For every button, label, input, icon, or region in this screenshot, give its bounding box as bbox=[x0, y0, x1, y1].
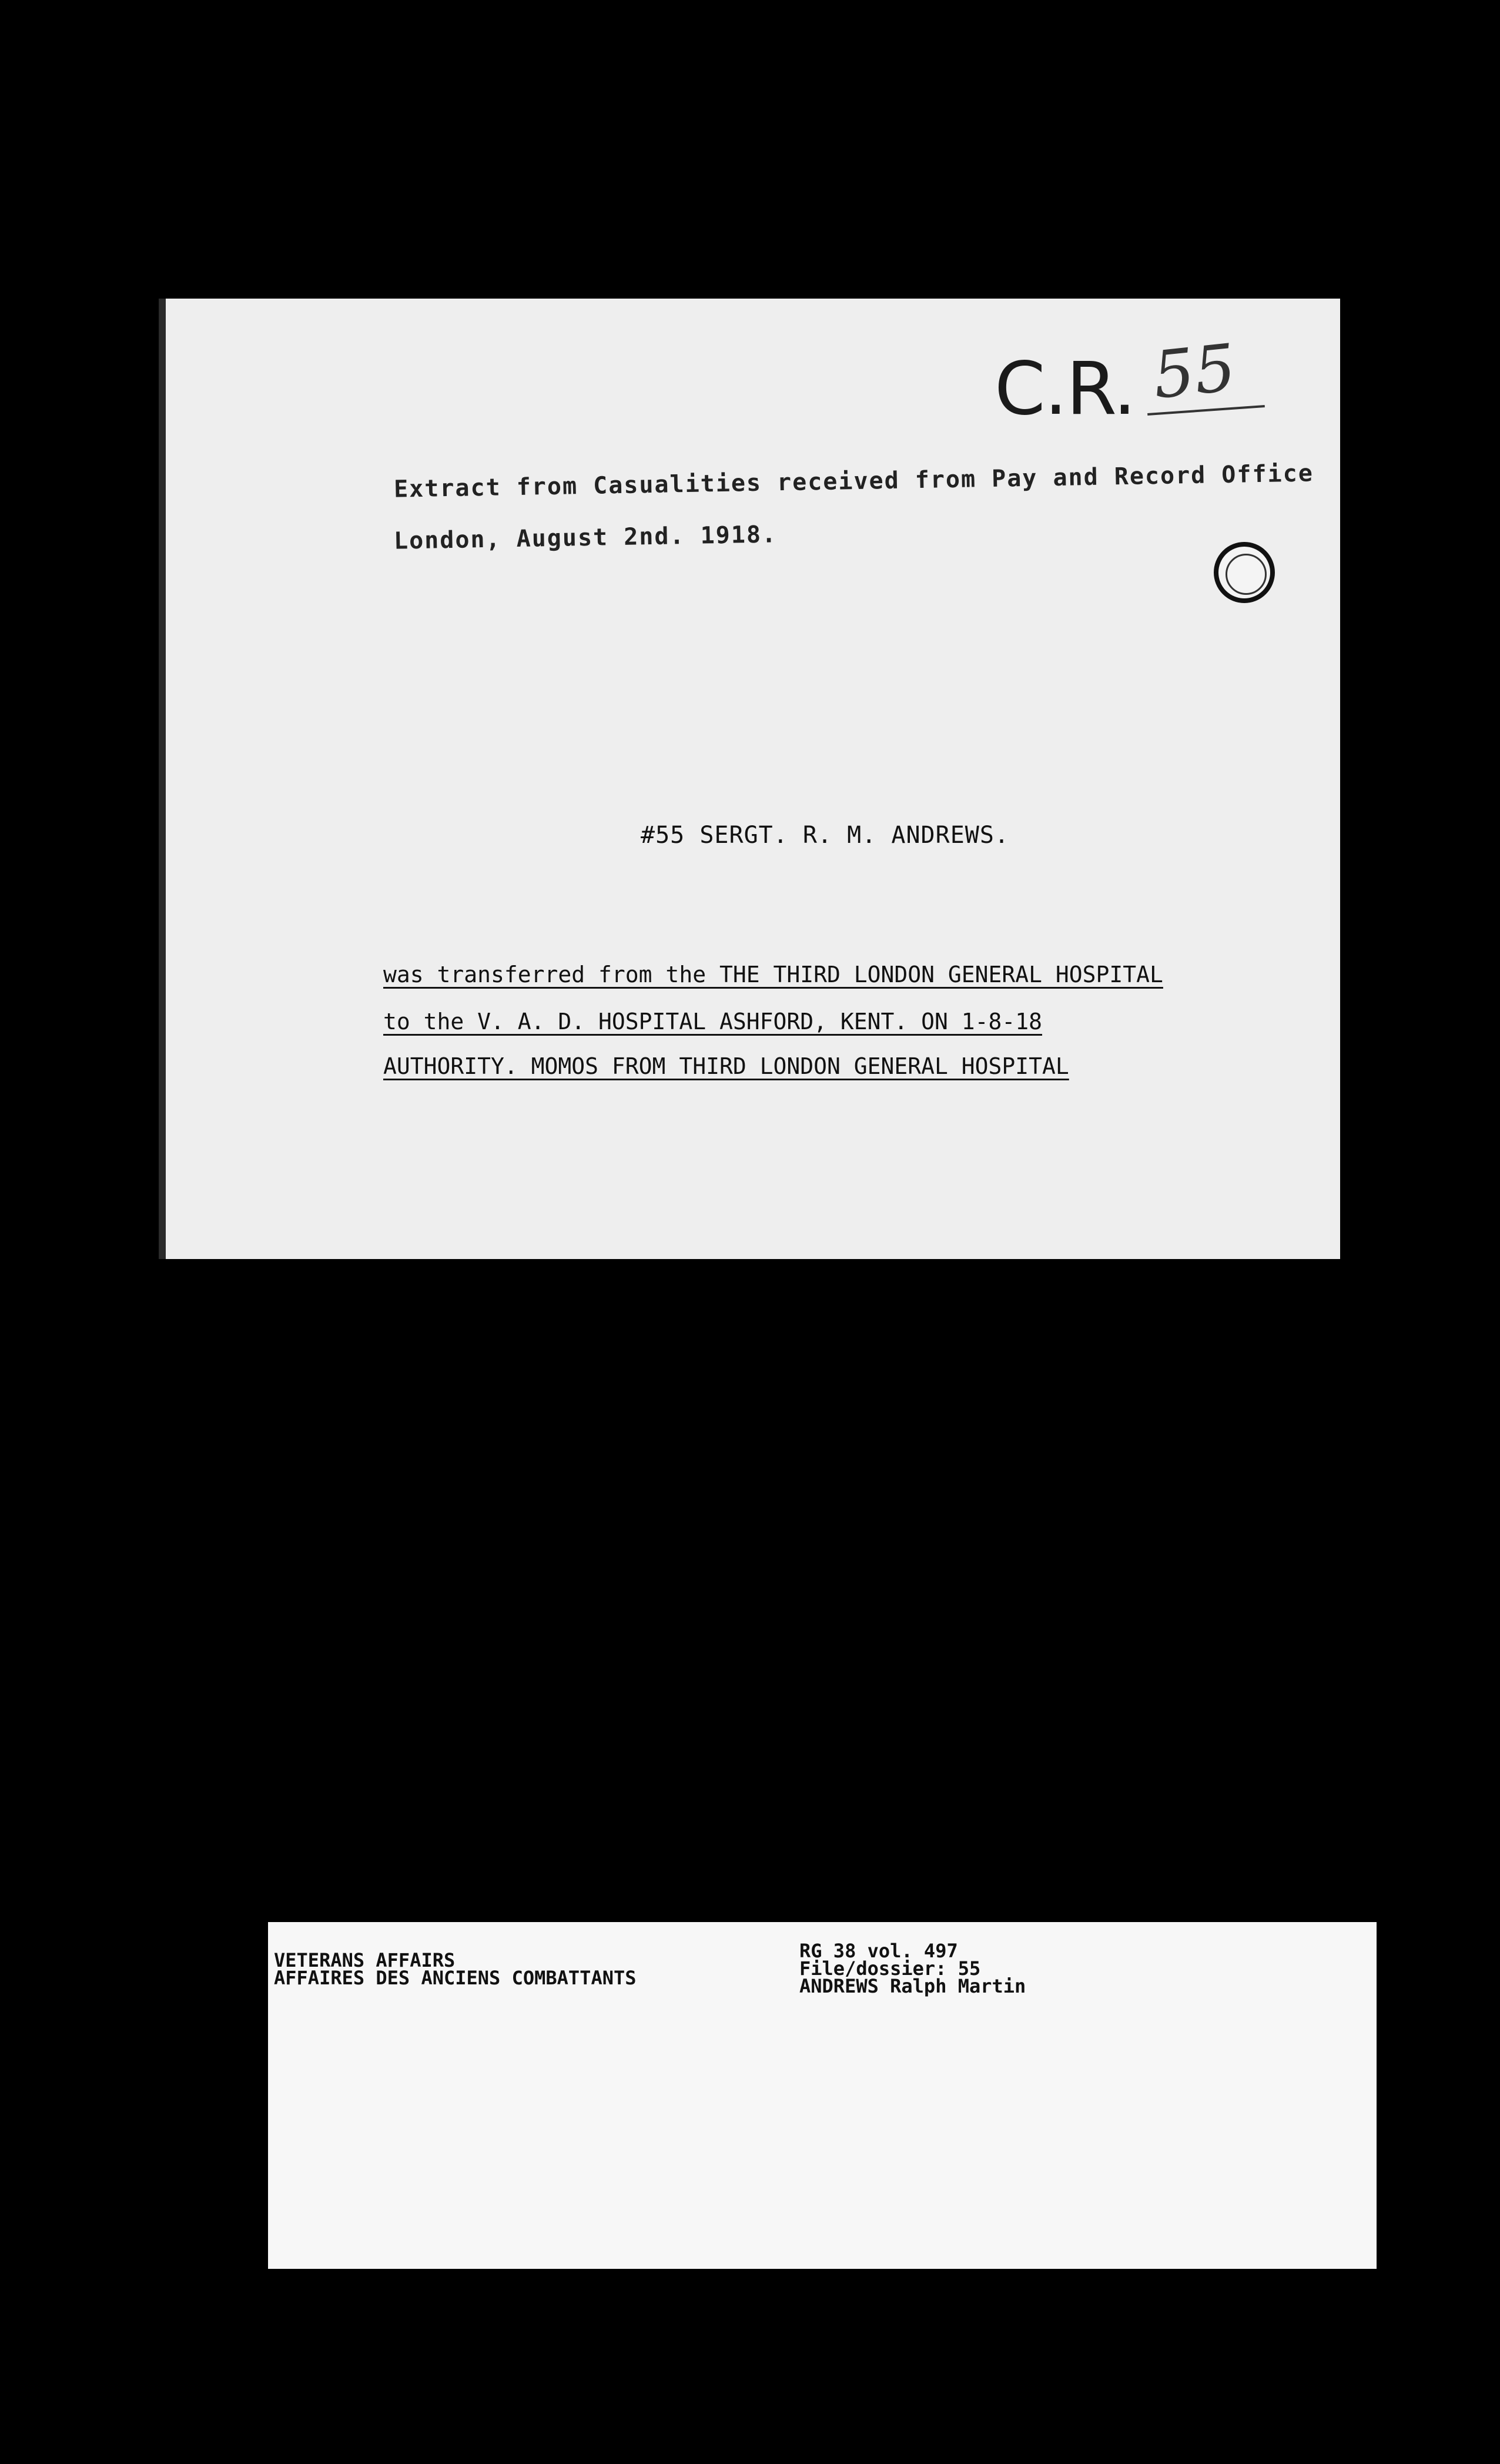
file-reference: File/dossier: 55 bbox=[799, 1957, 981, 1980]
document-card bbox=[159, 299, 1340, 1259]
cr-stamp: C.R. bbox=[995, 347, 1136, 431]
department-french: AFFAIRES DES ANCIENS COMBATTANTS bbox=[274, 1967, 637, 1989]
archive-label-card bbox=[268, 1922, 1377, 2269]
seal-inner-ring bbox=[1226, 554, 1267, 595]
body-line-3: AUTHORITY. MOMOS FROM THIRD LONDON GENERAL HOSPITAL bbox=[383, 1053, 1069, 1079]
soldier-name-line: #55 SERGT. R. M. ANDREWS. bbox=[641, 822, 1010, 849]
department-english: VETERANS AFFAIRS bbox=[274, 1949, 456, 1971]
header-line-2: London, August 2nd. 1918. bbox=[393, 521, 778, 555]
header-line-1: Extract from Casualities received from Pay and Record Office bbox=[393, 460, 1314, 503]
person-name: ANDREWS Ralph Martin bbox=[799, 1975, 1026, 1997]
body-line-2: to the V. A. D. HOSPITAL ASHFORD, KENT. ON 1-8-18 bbox=[383, 1009, 1043, 1035]
reference-block bbox=[799, 1942, 1026, 1995]
body-line-1: was transferred from the THE THIRD LONDON GENERAL HOSPITAL bbox=[383, 962, 1163, 987]
round-seal-icon bbox=[1214, 542, 1275, 603]
volume-reference: RG 38 vol. 497 bbox=[799, 1940, 958, 1962]
cr-handwritten-number: 55 bbox=[1149, 330, 1240, 413]
department-block bbox=[274, 1951, 637, 1987]
